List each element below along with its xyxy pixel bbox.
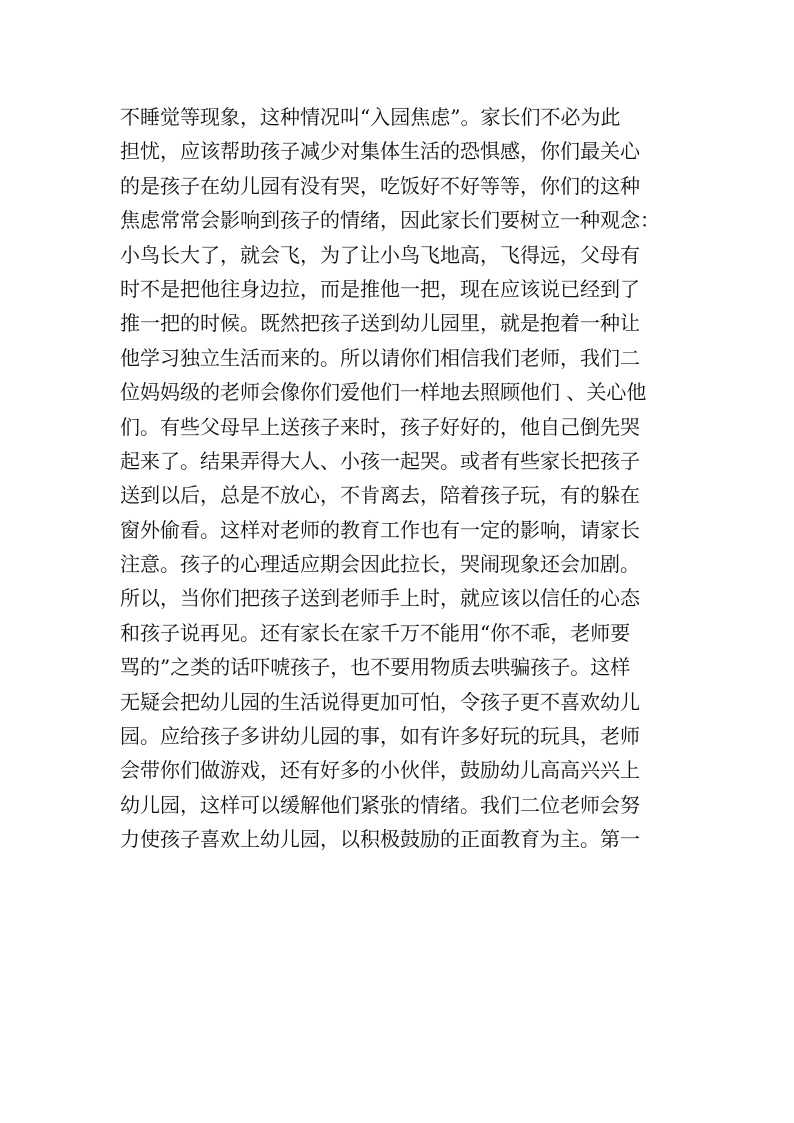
text-line: 所以，当你们把孩子送到老师手上时，就应该以信任的心态 [120, 586, 640, 611]
text-line: 他学习独立生活而来的。所以请你们相信我们老师，我们二 [120, 345, 640, 370]
text-line: 窗外偷看。这样对老师的教育工作也有一定的影响，请家长 [120, 517, 640, 542]
text-line: 推一把的时候。既然把孩子送到幼儿园里，就是抱着一种让 [120, 311, 640, 336]
text-line: 不睡觉等现象，这种情况叫“入园焦虑”。家长们不必为此 [120, 105, 621, 129]
text-line: 会带你们做游戏，还有好多的小伙伴，鼓励幼儿高高兴兴上 [120, 758, 640, 783]
text-line: 和孩子说再见。还有家长在家千万不能用“你不乖，老师要 [120, 620, 631, 645]
text-line: 力使孩子喜欢上幼儿园，以积极鼓励的正面教育为主。第一 [120, 827, 640, 852]
text-line: 无疑会把幼儿园的生活说得更加可怕，令孩子更不喜欢幼儿 [120, 689, 640, 714]
text-line: 骂的”之类的话吓唬孩子，也不要用物质去哄骗孩子。这样 [120, 655, 631, 680]
text-line: 送到以后，总是不放心，不肯离去，陪着孩子玩，有的躲在 [120, 483, 640, 508]
text-line: 起来了。结果弄得大人、小孩一起哭。或者有些家长把孩子 [120, 448, 640, 473]
text-line: 位妈妈级的老师会像你们爱他们一样地去照顾他们 、关心他 [120, 380, 647, 405]
text-line: 的是孩子在幼儿园有没有哭，吃饭好不好等等，你们的这种 [120, 173, 640, 198]
text-line: 注意。孩子的心理适应期会因此拉长，哭闹现象还会加剧。 [120, 552, 640, 577]
text-line: 园。应给孩子多讲幼儿园的事，如有许多好玩的玩具，老师 [120, 724, 640, 749]
text-line: 时不是把他往身边拉，而是推他一把，现在应该说已经到了 [120, 276, 640, 301]
text-line: 幼儿园，这样可以缓解他们紧张的情绪。我们二位老师会努 [120, 792, 640, 817]
body-text [120, 100, 690, 857]
text-line: 焦虑常常会影响到孩子的情绪，因此家长们要树立一种观念： [120, 208, 660, 233]
text-line: 担忧，应该帮助孩子减少对集体生活的恐惧感，你们最关心 [120, 139, 640, 164]
text-line: 们。有些父母早上送孩子来时，孩子好好的，他自己倒先哭 [120, 414, 640, 439]
text-line: 小鸟长大了，就会飞，为了让小鸟飞地高，飞得远，父母有 [120, 242, 640, 267]
